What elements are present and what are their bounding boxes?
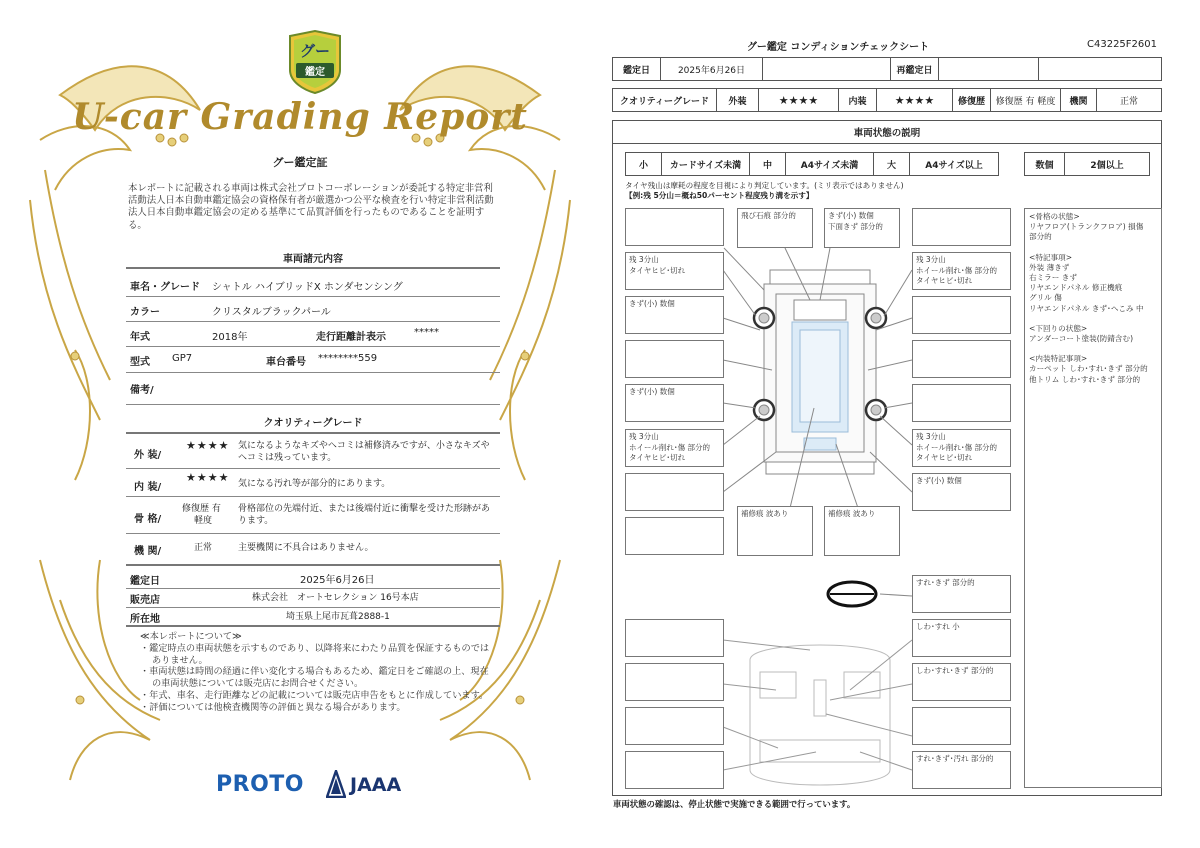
engine-value: 正常 xyxy=(194,543,213,553)
label-box-fl-tire xyxy=(625,252,724,290)
appraisal-date-value: 2025年6月26日 xyxy=(300,575,375,586)
interior-text: 気になる汚れ等が部分的にあります。 xyxy=(238,479,391,489)
label-box-empty xyxy=(625,208,724,246)
label-text: 残 3分山 xyxy=(629,255,659,264)
model-value: GP7 xyxy=(172,353,193,364)
divider xyxy=(126,321,500,322)
badge-sub-text: 鑑定 xyxy=(296,63,334,78)
divider xyxy=(126,346,500,347)
note-item: ・年式、車名、走行距離などの記載については販売店申告をもとに作成しています。 xyxy=(140,689,489,701)
sheet-code: C43225F2601 xyxy=(1087,39,1157,50)
frame-heading: <骨格の状態> xyxy=(1029,212,1080,221)
label-text: すれ･きず･汚れ 部分的 xyxy=(916,754,994,763)
label-text: 飛び石痕 部分的 xyxy=(741,211,796,220)
legend-large: 大 xyxy=(874,153,910,175)
interior-note: カーペット しわ･すれ･きず 部分的 xyxy=(1029,364,1148,374)
label-box-interior-1 xyxy=(912,619,1011,657)
label-box-fr-tire xyxy=(912,252,1011,290)
divider xyxy=(126,372,500,373)
condition-section-title: 車両状態の説明 xyxy=(612,120,1162,144)
interior-label: 内 装/ xyxy=(134,482,162,493)
label-text: 残 3分山 xyxy=(629,432,659,441)
appraisal-date-label: 鑑定日 xyxy=(613,58,661,80)
label-box-rl-tire xyxy=(625,429,724,467)
interior-stars: ★★★★ xyxy=(877,89,953,111)
certificate-text: 本レポートに記載される車両は株式会社プロトコーポレーションが委託する特定非営利活動法人日本自動車鑑定協会の資格保有者が厳選かつ公平な検査を行い特定非営利活動法人日本自動車鑑定協会の定める基準にて品質評価を行ったものであることを証明する。 xyxy=(128,183,494,231)
color-label: カラー xyxy=(130,307,160,318)
dealer-label: 販売店 xyxy=(130,595,160,606)
label-box-top-a xyxy=(737,208,813,248)
underbody-note: アンダーコート塗装(防錆含む) xyxy=(1029,334,1134,344)
appraisal-date-value: 2025年6月26日 xyxy=(661,58,763,80)
special-note: グリル 傷 xyxy=(1029,293,1062,303)
label-text: 下面きず 部分的 xyxy=(828,221,883,231)
legend-large-desc: A4サイズ以上 xyxy=(925,160,983,171)
mileage-label: 走行距離計表示 xyxy=(316,332,386,343)
chassis-label: 車台番号 xyxy=(266,357,306,368)
sheet-title: グー鑑定 コンディションチェックシート xyxy=(746,42,930,53)
label-box-steering xyxy=(912,575,1011,613)
frame-note: 部分的 xyxy=(1029,232,1052,242)
car-name-label: 車名・グレード xyxy=(130,282,200,293)
legend-count: 数個 xyxy=(1025,153,1065,175)
dealer-value: 株式会社 オートセレクション 16号本店 xyxy=(252,593,419,603)
color-value: クリスタルブラックパール xyxy=(212,307,331,318)
appraisal-date-label: 鑑定日 xyxy=(130,576,160,587)
notes-title: ≪本レポートについて≫ xyxy=(140,631,242,642)
label-box-empty xyxy=(625,473,724,511)
exterior-text: 気になるようなキズやヘコミは補修済みですが、小さなキズやヘコミは残っています。 xyxy=(238,441,490,463)
label-box-bottom-a xyxy=(737,506,813,556)
frame-value-1: 修復歴 有 xyxy=(182,504,221,514)
tire-note-line: タイヤ残山は摩耗の程度を目視により判定しています。(ミリ表示ではありません) xyxy=(625,181,904,190)
divider xyxy=(126,607,500,608)
frame-label: 骨 格/ xyxy=(134,514,162,525)
label-box-top-b xyxy=(824,208,900,248)
frame-note: リヤフロア(トランクフロア) 損傷 xyxy=(1029,222,1144,232)
interior-note: 他トリム しわ･すれ･きず 部分的 xyxy=(1029,374,1141,384)
label-box-empty xyxy=(912,384,1011,422)
divider xyxy=(126,404,500,405)
exterior-label: 外 装/ xyxy=(134,450,162,461)
divider xyxy=(126,533,500,534)
label-box-left-scratch-2 xyxy=(625,384,724,422)
exterior-stars: ★★★★ xyxy=(186,439,230,452)
divider xyxy=(126,432,500,434)
proto-logo: PROTO xyxy=(216,772,304,797)
quality-section-title: クオリティーグレード xyxy=(263,418,363,429)
label-box-interior-3 xyxy=(912,751,1011,789)
repair-history-label: 修復歴 xyxy=(953,89,991,111)
label-box-empty xyxy=(912,296,1011,334)
label-box-empty xyxy=(912,707,1011,745)
label-text: ホイール削れ･傷 部分的 xyxy=(916,265,997,275)
label-text: タイヤヒビ･切れ xyxy=(629,265,686,275)
divider xyxy=(126,296,500,297)
label-text: きず(小) 数個 xyxy=(916,476,962,485)
note-item: ・車両状態は時間の経過に伴い変化する場合もあるため、鑑定日をご確認の上、現在の車両状態については販売店にお問合せください。 xyxy=(140,666,489,690)
underbody-heading: <下回りの状態> xyxy=(1029,323,1088,333)
model-label: 型式 xyxy=(130,357,150,368)
jaaa-logo: JAAA xyxy=(350,774,402,796)
label-text: タイヤヒビ･切れ xyxy=(629,453,686,462)
label-text: 残 3分山 xyxy=(916,432,946,441)
label-box-rr-tire xyxy=(912,429,1011,467)
address-value: 埼玉県上尾市瓦葺2888-1 xyxy=(286,612,390,622)
tire-note-example: 【例:残 5分山＝概ね50パーセント程度残り溝を示す】 xyxy=(625,191,814,200)
divider xyxy=(126,496,500,497)
report-notes xyxy=(140,631,490,714)
label-box-empty xyxy=(625,663,724,701)
legend-small-desc: カードサイズ未満 xyxy=(662,153,750,175)
label-box-empty xyxy=(625,340,724,378)
special-note: リヤエンドパネル きず･へこみ 中 xyxy=(1029,303,1144,313)
engine-label: 機 関/ xyxy=(134,546,162,557)
interior-heading: <内装特記事項> xyxy=(1029,354,1088,364)
quality-grade-label: クオリティーグレード xyxy=(613,89,717,111)
interior-label: 内装 xyxy=(839,89,877,111)
engine-text: 主要機関に不具合はありません。 xyxy=(238,543,374,553)
report-title: U-car Grading Report xyxy=(72,96,528,138)
address-label: 所在地 xyxy=(130,614,160,625)
label-text: 残 3分山 xyxy=(916,255,946,264)
label-box-empty xyxy=(625,707,724,745)
note-item: ・鑑定時点の車両状態を示すものであり、以降将来にわたり品質を保証するものではありません。 xyxy=(140,642,490,666)
certificate-title: グー鑑定証 xyxy=(272,156,328,169)
divider xyxy=(126,625,500,627)
label-text: ホイール削れ･傷 部分的 xyxy=(629,442,710,452)
condition-check-sheet xyxy=(600,0,1200,848)
label-box-empty xyxy=(912,208,1011,246)
label-box-left-scratch xyxy=(625,296,724,334)
label-box-interior-2 xyxy=(912,663,1011,701)
engine-value: 正常 xyxy=(1119,96,1138,107)
label-text: ホイール削れ･傷 部分的 xyxy=(916,442,997,452)
label-text: きず(小) 数個 xyxy=(629,299,675,308)
jaaa-emblem-icon xyxy=(326,770,346,798)
divider xyxy=(126,267,500,269)
label-box-bottom-b xyxy=(824,506,900,556)
label-text: 補修痕 波あり xyxy=(828,509,876,518)
divider xyxy=(126,468,500,469)
divider xyxy=(126,564,500,566)
label-box-empty xyxy=(912,340,1011,378)
legend-mid: 中 xyxy=(750,153,786,175)
label-box-empty xyxy=(625,619,724,657)
divider xyxy=(126,588,500,589)
legend-count-desc: 2個以上 xyxy=(1090,160,1124,171)
label-text: タイヤヒビ･切れ xyxy=(916,276,973,285)
engine-label: 機関 xyxy=(1061,89,1097,111)
special-note: 右ミラー きず xyxy=(1029,273,1077,283)
note-item: ・評価については他検査機関等の評価と異なる場合があります。 xyxy=(140,701,406,713)
special-note: 外装 薄きず xyxy=(1029,262,1070,272)
label-box-empty xyxy=(625,751,724,789)
label-text: タイヤヒビ･切れ xyxy=(916,453,973,462)
legend-mid-desc: A4サイズ未満 xyxy=(786,153,874,175)
year-label: 年式 xyxy=(130,332,150,343)
chassis-value: ********559 xyxy=(318,353,378,364)
special-heading: <特記事項> xyxy=(1029,252,1073,262)
exterior-stars: ★★★★ xyxy=(759,89,839,111)
label-box-right-scratch xyxy=(912,473,1011,511)
interior-stars: ★★★★ xyxy=(186,471,230,484)
badge-main-text: グー xyxy=(299,42,330,60)
condition-notes-panel xyxy=(1024,208,1162,788)
repair-history-value: 修復歴 有 軽度 xyxy=(991,89,1061,111)
label-text: すれ･きず 部分的 xyxy=(916,578,975,587)
footer-note: 車両状態の確認は、停止状態で実施できる範囲で行っています。 xyxy=(613,799,856,809)
spec-section-title: 車両諸元内容 xyxy=(283,254,343,265)
label-text: きず(小) 数個 xyxy=(629,387,675,396)
car-name-value: シャトル ハイブリッドX ホンダセンシング xyxy=(212,282,403,293)
label-text: きず(小) 数個 xyxy=(828,211,874,220)
label-text: 補修痕 波あり xyxy=(741,509,789,518)
frame-text: 骨格部位の先端付近、または後端付近に衝撃を受けた形跡があります。 xyxy=(238,504,491,526)
reappraisal-date-label: 再鑑定日 xyxy=(891,58,939,80)
remarks-label: 備考/ xyxy=(130,385,154,396)
legend-small: 小 xyxy=(626,153,662,175)
label-text: しわ･すれ･きず 部分的 xyxy=(916,666,994,675)
year-value: 2018年 xyxy=(212,332,248,343)
exterior-label: 外装 xyxy=(717,89,759,111)
frame-value-2: 軽度 xyxy=(194,516,213,526)
mileage-value: ***** xyxy=(414,327,439,338)
label-box-empty xyxy=(625,517,724,555)
label-text: しわ･すれ 小 xyxy=(916,622,960,631)
special-note: リヤエンドパネル 修正機痕 xyxy=(1029,283,1123,293)
